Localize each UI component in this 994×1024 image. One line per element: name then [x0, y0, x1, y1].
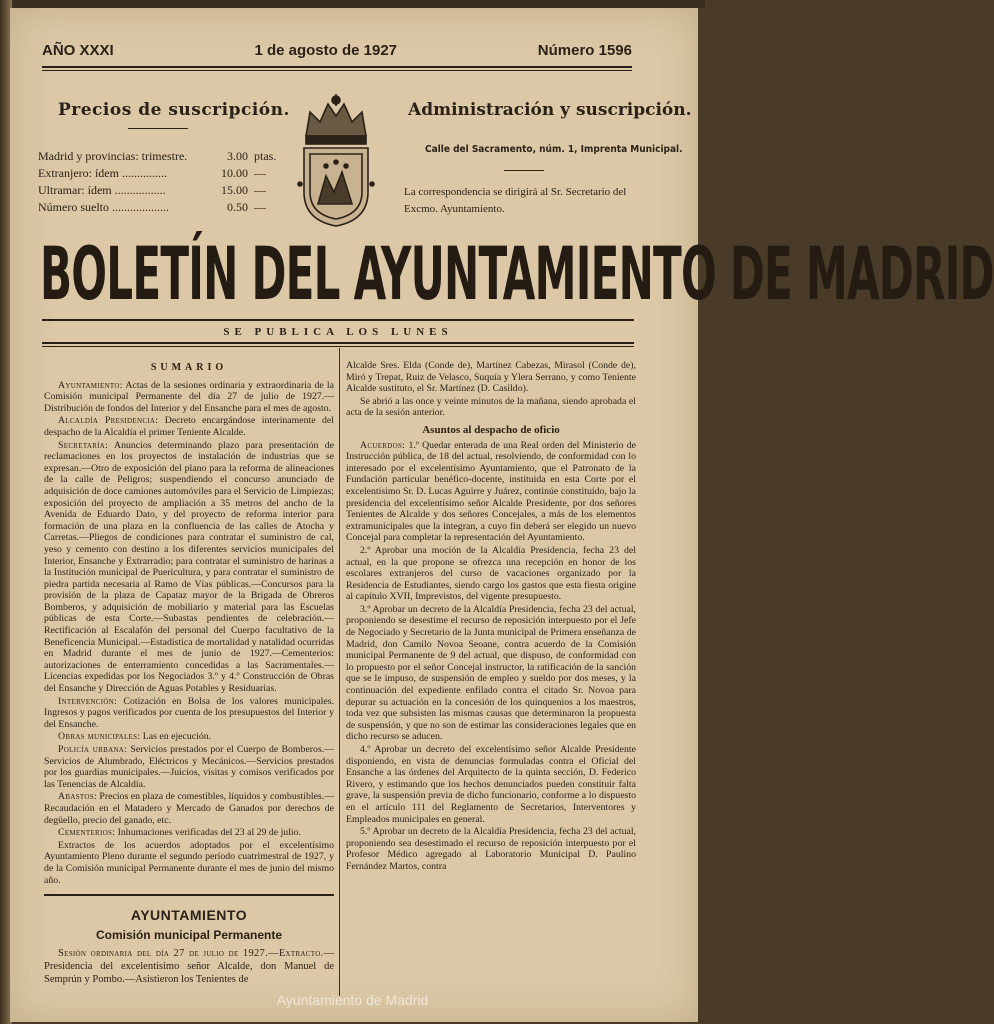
comision-heading: Comisión municipal Permanente [95, 927, 283, 942]
sumario-item-text: Cotización en Bolsa de los valores municipales. Ingresos y pagos verificados por cuenta de los presupuestos del Interior y del Ensanche. [44, 695, 334, 730]
session-lead: Sesión ordinaria del día 27 de julio de 1927.—Extracto. [58, 948, 324, 960]
price-label: Ultramar: ídem ................. [38, 183, 166, 197]
masthead-title: BOLETÍN DEL AYUNTAMIENTO DE MADRID [40, 232, 994, 318]
sumario-item-lead: Abastos: [58, 791, 97, 803]
column-divider [339, 348, 340, 996]
sumario-item [44, 744, 334, 790]
header-rule-thin [42, 70, 632, 71]
administration-note: La correspondencia se dirigirá al Sr. Secretario del Excmo. Ayuntamiento. [404, 186, 627, 215]
right-column [346, 360, 636, 874]
sumario-item-text: Actas de la sesiones ordinaria y extraordinaria de la Comisión municipal Permanente del día 27 de julio de 1927.—Distribución de fondos del Interior y del Ensanche para el mes de agosto. [44, 379, 334, 414]
subscription-title-underline [128, 128, 188, 129]
sumario-heading: SUMARIO [150, 362, 228, 373]
sumario-item-text: Servicios prestados por el Cuerpo de Bomberos.—Servicios de Alumbrado, Eléctricos y Mecánicos.—Servicios prestados por los guardias municipales.—Juicios, visitas y comisos verificados por las Tenencias de Alcaldía. [44, 744, 334, 790]
sumario-item-text: Anuncios determinando plazo para presentación de reclamaciones en los proyectos de instalación de industrias que se expresan.—Otro de exposición del plano para la reforma de alineaciones de la calle de Peligros; suspendiendo el concurso anunciado de adquisición de doce camiones automóviles para el Servicio de Limpiezas; exposición del proyecto de ampliación a 35 metros del ancho de la Avenida de Eduardo Dato, y del proyecto de reforma interior para formación de una plaza en la confluencia de las calles de Atocha y Carretas.—Pliegos de condiciones para contratar el suministro de cal, yeso y cemento con destino a los diferentes servicios municipales del Interior, Ensanche y Extrarradio; para contratar el suministro de harinas a la Institución municipal de Puericultura, y para contratar el suministro de piedra partida necesaria al Ramo de Vías públicas.—Concursos para la provisión de la plaza de Capataz mayor de la Brigada de Obreros Bomberos, y adquisición de mobiliario y material para las Escuelas públicas de esta Corte.—Subastas pendientes de celebración.—Rectificación al Escalafón del personal del Cuerpo facultativo de la Beneficencia Municipal.—Estadística de mortalidad y natalidad ocurridas en Madrid durante el mes de junio de 1927.—Cementerios: autorizaciones de enterramiento concedidas a las Sacramentales.—Licencias expedidas por los Negociados 3.º y 4.º Construcción de Obras del Ensanche y Dirección de Aguas Potables y Residuarias. [44, 439, 334, 695]
sumario-item [44, 791, 334, 826]
publication-schedule: SE PUBLICA LOS LUNES [223, 326, 453, 338]
issue-number: Número 1596 [537, 42, 632, 59]
sumario-item [44, 840, 334, 886]
acuerdo-paragraph: 4.º Aprobar un decreto del excelentísimo señor Alcalde Presidente disponiendo, en vista de denuncias formuladas contra el Oficial del Ensanche a las órdenes del Arquitecto de la quinta sección, D. Federico Rivero, y estimando que los hechos denunciados pueden constituir falta grave, la suspensión previa de dicho funcionario, conforme a lo dispuesto en el artículo 111 del Reglamento de Secretarios, Interventores y Empleados municipales en general. [346, 744, 636, 825]
price-row [38, 199, 278, 216]
sumario-item [44, 731, 334, 743]
price-value: 3.00 [227, 149, 248, 163]
acuerdo-paragraph [346, 440, 636, 544]
masthead-rule-bottom-thin [42, 346, 634, 347]
sumario-item-lead: Intervención: [58, 695, 118, 707]
watermark: Ayuntamiento de Madrid [276, 992, 429, 1008]
sumario-item-text: Las en ejecución. [140, 731, 212, 743]
attendees-paragraph: Alcalde Sres. Elda (Conde de), Martínez Cabezas, Mirasol (Conde de), Miró y Trepat, Ruiz de Velasco, Suquía y Ylera Serrano, y como Teniente Alcalde sustituto, el Sr. Martínez (D. Casildo). [346, 360, 636, 395]
acuerdo-paragraph: 5.º Aprobar un decreto de la Alcaldía Presidencia, fecha 23 del actual, proponiendo sea desestimado el recurso de reposición interpuesto por el Profesor Médico agregado al Laboratorio Municipal D. Paulino Fernández Martos, contra [346, 826, 636, 872]
section-rule [44, 894, 334, 896]
sumario-item-text: Inhumaciones verificadas del 23 al 29 de julio. [115, 827, 301, 839]
administration-address: Calle del Sacramento, núm. 1, Imprenta Municipal. [425, 144, 683, 155]
sumario-item-text: Extractos de los acuerdos adoptados por el excelentísimo Ayuntamiento Pleno durante el segundo período cuatrimestral de 1927, y de la Comisión municipal Permanente durante el mes de junio del mismo año. [44, 839, 334, 886]
price-unit: — [254, 166, 266, 180]
masthead-rule-bottom [42, 342, 634, 344]
sumario-item [44, 380, 334, 415]
session-paragraph [44, 947, 334, 986]
price-unit: ptas. [254, 149, 277, 163]
price-value: 0.50 [227, 200, 248, 214]
year-label: AÑO XXXI [42, 42, 114, 59]
masthead-rule-top [42, 319, 634, 321]
acuerdos-lead: Acuerdos: [360, 439, 406, 451]
madrid-coat-of-arms-icon [296, 92, 376, 228]
price-value: 10.00 [221, 166, 248, 180]
sumario-item [44, 440, 334, 695]
date-label: 1 de agosto de 1927 [254, 42, 398, 59]
acuerdo-paragraph: 3.º Aprobar un decreto de la Alcaldía Presidencia, fecha 23 del actual, proponiendo se desestime el recurso de reposición interpuesto por el Jefe de Negociado y Secretario de la Junta municipal de Primera enseñanza de Madrid, don Camilo Novoa Seoane, contra acuerdo de la Comisión municipal Permanente de 9 del actual, que dispuso, de conformidad con lo propuesto por el señor Concejal instructor, la ratificación de la sanción que se le impuso, de suspensión de empleo y sueldo por dos meses, y la continuación del expediente enfilado contra el citado Sr. Novoa para depurar su actuación en la concesión de los quinquenios a los maestros, toda vez que subsisten las mismas causas que determinaron la propuesta de suspensión, y que no son de estimar las consideraciones legales que en dicho recurso se aducen. [346, 603, 636, 743]
price-row [38, 148, 278, 165]
sumario-item [44, 696, 334, 731]
session-open-paragraph: Se abrió a las once y veinte minutos de la mañana, siendo aprobada el acta de la sesión anterior. [346, 395, 636, 419]
price-unit: — [254, 183, 266, 197]
sumario-item-text: Decreto encargándose interinamente del despacho de la Alcaldía el primer Teniente Alcalde. [44, 415, 334, 438]
price-value: 15.00 [221, 183, 248, 197]
ayuntamiento-heading: AYUNTAMIENTO [130, 907, 248, 924]
administration-title: Administración y suscripción. [408, 100, 692, 120]
price-label: Extranjero: ídem ............... [38, 166, 167, 180]
price-label: Número suelto ................... [38, 200, 169, 214]
sumario-item-lead: Policía urbana: [58, 744, 128, 755]
price-row [38, 182, 278, 199]
sumario-item-lead: Cementerios: [58, 827, 116, 839]
price-unit: — [254, 200, 266, 214]
asuntos-heading: Asuntos al despacho de oficio [422, 423, 560, 436]
sumario-item [44, 415, 334, 438]
header-rule [42, 66, 632, 68]
header-line [42, 42, 632, 59]
price-label: Madrid y provincias: trimestre. [38, 149, 188, 163]
sumario-item-text: Precios en plaza de comestibles, líquidos y combustibles.—Recaudación en el Matadero y Mercado de Ganados por derechos de degüello, precio del ganado, etc. [44, 791, 334, 826]
acuerdo-paragraph: 2.º Aprobar una moción de la Alcaldía Presidencia, fecha 23 del actual, en la que propone se ofrezca una recepción en honor de los escolares extranjeros del curso de vacaciones organizado por la Residencia de Estudiantes, siendo cargo los gastos que esta fiesta origine al capítulo XVII, Imprevistos, del vigente presupuesto. [346, 544, 636, 603]
session-text: —Presidencia del excelentísimo señor Alcalde, don Manuel de Semprún y Pombo.—Asistieron los Tenientes de [44, 948, 334, 986]
sumario-item-lead: Alcaldía Presidencia: [58, 415, 159, 427]
ornament-dash [504, 170, 544, 171]
sumario-item-lead: Obras municipales: [58, 731, 141, 743]
subscription-prices [38, 148, 278, 216]
acuerdos-text: 1.º Quedar enterada de una Real orden del Ministerio de Instrucción pública, de 18 del actual, resolviendo, de conformidad con lo interesado por el excelentísimo Ayuntamiento, que el Patronato de la Fundación particular benéfico-docente, instituida en esta Corte por el excelentísimo Sr. D. Lucas Aguirre y Juárez, continúe constituído, bajo la presidencia del excelentísimo señor Alcalde Presidente, por dos señores Tenientes de Alcalde y dos señores Concejales, a más de los elementos extramunicipales que la integran, a cuyo fin deberá ser elegido un nuevo Concejal para completar la representación del Ayuntamiento. [346, 439, 636, 544]
masthead [40, 232, 994, 318]
sumario-item-lead: Secretaría: [58, 439, 109, 451]
subscription-title: Precios de suscripción. [58, 100, 290, 120]
sumario-item-lead: Ayuntamiento: [58, 379, 123, 391]
scan-edge-top [0, 0, 705, 8]
sumario-item [44, 827, 334, 839]
left-column [44, 360, 334, 987]
price-row [38, 165, 278, 182]
